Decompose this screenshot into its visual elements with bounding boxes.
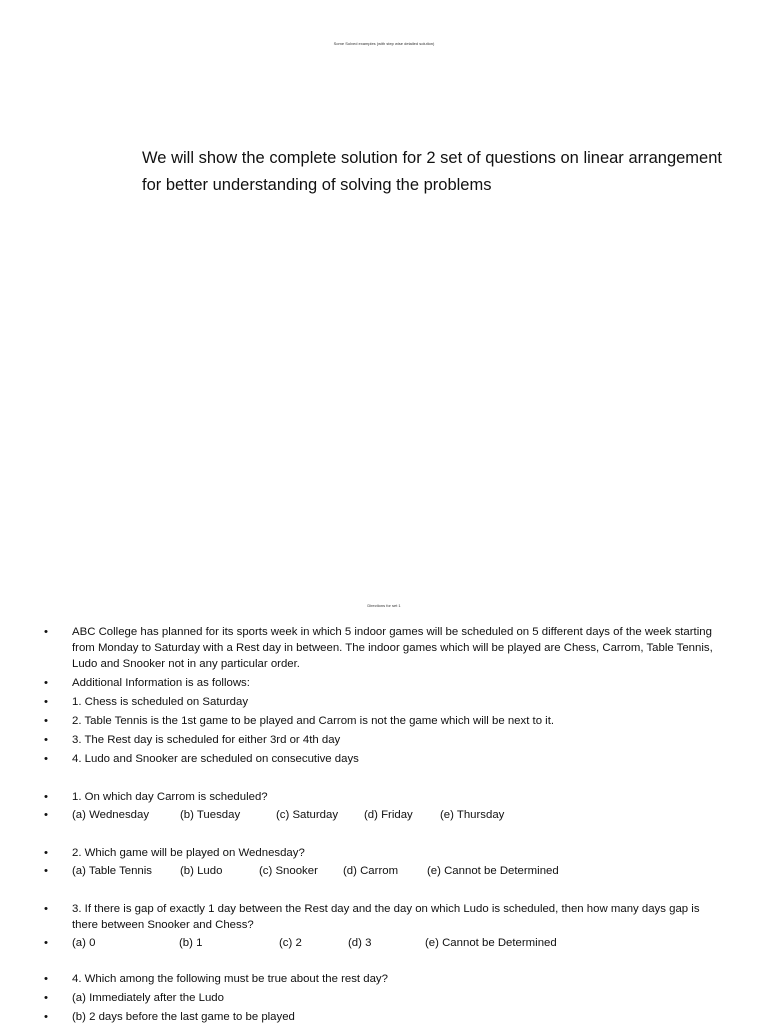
option-b: (b) 1: [179, 937, 203, 949]
bullet-icon: •: [44, 1011, 48, 1023]
bullet-icon: •: [44, 937, 48, 949]
list-item-text: 2. Table Tennis is the 1st game to be played and Carrom is not the game which will be next to it.: [72, 715, 555, 727]
section-heading: Directions for set 1: [367, 603, 401, 608]
list-item-text: (a) Immediately after the Ludo: [72, 992, 224, 1004]
option-e: (e) Cannot be Determined: [427, 865, 559, 877]
list-item: [0, 845, 768, 861]
list-item-text: Additional Information is as follows:: [72, 677, 250, 689]
option-d: (d) Carrom: [343, 865, 399, 877]
option-c: (c) Snooker: [259, 865, 318, 877]
option-a: (a) 0: [72, 937, 96, 949]
option-b: (b) Tuesday: [180, 809, 241, 821]
list-item: [0, 713, 768, 729]
bullet-icon: •: [44, 696, 48, 708]
option-c: (c) Saturday: [276, 809, 339, 821]
list-item: [0, 694, 768, 710]
list-item-text: 4. Which among the following must be true about the rest day?: [72, 973, 388, 985]
list-item: [0, 901, 768, 933]
spacer: [0, 951, 768, 971]
bullet-icon: •: [44, 715, 48, 727]
question-list: [0, 624, 768, 1025]
list-item: [0, 732, 768, 748]
bullet-icon: •: [44, 677, 48, 689]
intro-paragraph: We will show the complete solution for 2 set of questions on linear arrangement for better understanding of solving the problems: [142, 149, 722, 194]
bullet-icon: •: [44, 753, 48, 765]
list-item-text: 2. Which game will be played on Wednesday?: [72, 847, 305, 859]
bullet-icon: •: [44, 847, 48, 859]
list-item: [0, 807, 768, 823]
option-d: (d) Friday: [364, 809, 413, 821]
option-b: (b) Ludo: [180, 865, 223, 877]
bullet-icon: •: [44, 865, 48, 877]
option-a: (a) Table Tennis: [72, 865, 152, 877]
option-e: (e) Cannot be Determined: [425, 937, 557, 949]
option-c: (c) 2: [279, 937, 302, 949]
list-item: [0, 863, 768, 879]
list-item: [0, 789, 768, 805]
list-item: [0, 1009, 768, 1025]
option-d: (d) 3: [348, 937, 372, 949]
list-item-text: 4. Ludo and Snooker are scheduled on consecutive days: [72, 753, 359, 765]
list-item-text: (b) 2 days before the last game to be played: [72, 1011, 295, 1023]
list-item: [0, 990, 768, 1006]
list-item: [0, 971, 768, 987]
spacer: [0, 823, 768, 845]
list-item: [0, 751, 768, 767]
bullet-icon: •: [44, 809, 48, 821]
list-item: [0, 675, 768, 691]
spacer: [0, 879, 768, 901]
document-header: Some Solved examples (with step wise detailed solution): [333, 41, 435, 46]
list-item-text: 3. If there is gap of exactly 1 day between the Rest day and the day on which Ludo is scheduled, then how many days gap is there between Snooker and Chess?: [72, 903, 700, 931]
bullet-icon: •: [44, 626, 48, 638]
list-item-text: 1. On which day Carrom is scheduled?: [72, 791, 268, 803]
list-item-text: 1. Chess is scheduled on Saturday: [72, 696, 249, 708]
list-item: [0, 624, 768, 672]
option-a: (a) Wednesday: [72, 809, 150, 821]
bullet-icon: •: [44, 973, 48, 985]
spacer: [0, 767, 768, 789]
bullet-icon: •: [44, 992, 48, 1004]
list-item-text: ABC College has planned for its sports week in which 5 indoor games will be scheduled on 5 different days of the week starting from Monday to Saturday with a Rest day in between. The indoor games which will be played are Chess, Carrom, Table Tennis, Ludo and Snooker not in any particular order.: [72, 626, 713, 670]
list-item-text: 3. The Rest day is scheduled for either 3rd or 4th day: [72, 734, 341, 746]
option-e: (e) Thursday: [440, 809, 505, 821]
bullet-icon: •: [44, 903, 48, 915]
bullet-icon: •: [44, 791, 48, 803]
bullet-icon: •: [44, 734, 48, 746]
list-item: [0, 935, 768, 951]
